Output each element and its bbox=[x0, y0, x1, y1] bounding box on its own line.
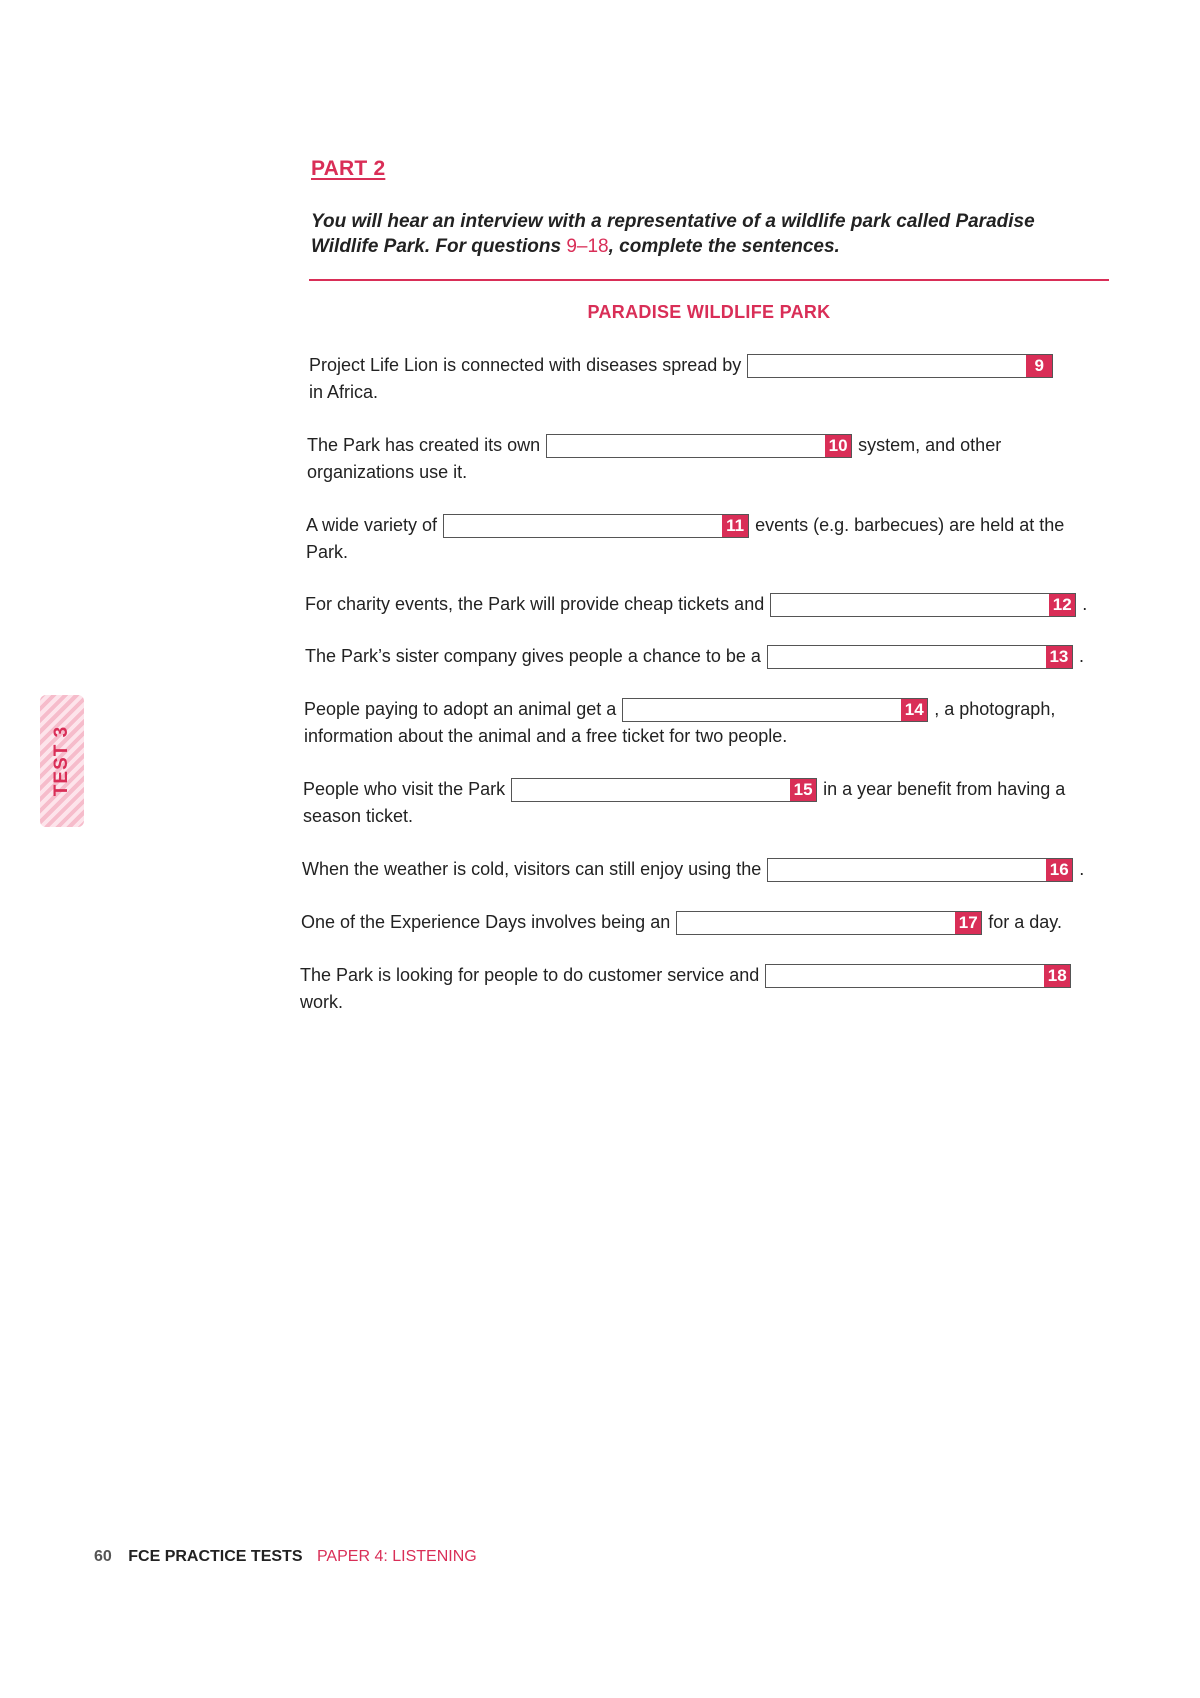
question-16-text: When the weather is cold, visitors can still enjoy using the bbox=[302, 859, 762, 879]
question-11-text-after: events (e.g. barbecues) are held at the bbox=[755, 515, 1065, 535]
question-17-text-after: for a day. bbox=[988, 912, 1062, 932]
question-12-text-after: . bbox=[1082, 594, 1088, 614]
question-number-10: 10 bbox=[825, 435, 851, 457]
answer-box-14[interactable] bbox=[622, 698, 928, 722]
answer-box-10[interactable] bbox=[546, 434, 852, 458]
question-12 bbox=[305, 591, 1087, 618]
task-instructions bbox=[311, 209, 1101, 259]
page-footer bbox=[94, 1548, 477, 1566]
question-15-continuation: season ticket. bbox=[303, 806, 414, 826]
footer-series-title: FCE PRACTICE TESTS bbox=[128, 1548, 303, 1565]
instructions-text-end: , complete the sentences. bbox=[608, 236, 840, 257]
question-15 bbox=[303, 776, 1065, 830]
question-12-text: For charity events, the Park will provide cheap tickets and bbox=[305, 594, 765, 614]
test-side-tab-label: TEST 3 bbox=[51, 725, 72, 797]
answer-box-13[interactable] bbox=[767, 645, 1073, 669]
question-10 bbox=[307, 432, 1001, 486]
question-number-18: 18 bbox=[1044, 965, 1070, 987]
question-15-text-after: in a year benefit from having a bbox=[823, 779, 1066, 799]
question-number-16: 16 bbox=[1046, 859, 1072, 881]
question-17 bbox=[301, 909, 1062, 936]
question-9 bbox=[309, 352, 1059, 406]
answer-box-12[interactable] bbox=[770, 593, 1076, 617]
question-14-text: People paying to adopt an animal get a bbox=[304, 699, 617, 719]
question-16-text-after: . bbox=[1079, 859, 1085, 879]
question-17-text: One of the Experience Days involves being an bbox=[301, 912, 671, 932]
section-title: PARADISE WILDLIFE PARK bbox=[587, 302, 831, 322]
answer-box-11[interactable] bbox=[443, 514, 749, 538]
instructions-text-start: You will hear an interview with a representative of a wildlife park called Paradise Wildlife Park. For questions bbox=[311, 211, 1035, 257]
question-14-text-after: , a photograph, bbox=[934, 699, 1056, 719]
question-18-text: The Park is looking for people to do customer service and bbox=[300, 965, 760, 985]
answer-box-17[interactable] bbox=[676, 911, 982, 935]
question-11-continuation: Park. bbox=[306, 542, 349, 562]
question-16 bbox=[302, 856, 1084, 883]
footer-paper-title: PAPER 4: LISTENING bbox=[316, 1548, 477, 1565]
question-number-17: 17 bbox=[955, 912, 981, 934]
question-10-text: The Park has created its own bbox=[307, 435, 541, 455]
question-13-text-after: . bbox=[1078, 646, 1084, 666]
question-10-continuation: organizations use it. bbox=[307, 462, 468, 482]
question-number-15: 15 bbox=[790, 779, 816, 801]
question-9-continuation: in Africa. bbox=[309, 382, 379, 402]
question-18 bbox=[300, 962, 1077, 1016]
part-heading: PART 2 bbox=[311, 157, 386, 180]
answer-box-16[interactable] bbox=[767, 858, 1073, 882]
answer-box-18[interactable] bbox=[765, 964, 1071, 988]
question-number-11: 11 bbox=[722, 515, 748, 537]
question-number-12: 12 bbox=[1049, 594, 1075, 616]
question-11-text: A wide variety of bbox=[306, 515, 438, 535]
question-14-continuation: information about the animal and a free ticket for two people. bbox=[304, 726, 788, 746]
question-9-text: Project Life Lion is connected with diseases spread by bbox=[309, 355, 742, 375]
question-number-14: 14 bbox=[901, 699, 927, 721]
question-number-13: 13 bbox=[1046, 646, 1072, 668]
page-number: 60 bbox=[94, 1548, 112, 1565]
question-14 bbox=[304, 696, 1055, 750]
divider-rule bbox=[309, 279, 1109, 281]
question-range: 9–18 bbox=[566, 236, 609, 257]
question-15-text: People who visit the Park bbox=[303, 779, 506, 799]
answer-box-9[interactable] bbox=[747, 354, 1053, 378]
question-number-9: 9 bbox=[1026, 355, 1052, 377]
question-10-text-after: system, and other bbox=[858, 435, 1002, 455]
question-11 bbox=[306, 512, 1064, 566]
test-side-tab bbox=[40, 695, 84, 827]
question-18-continuation: work. bbox=[300, 992, 344, 1012]
answer-box-15[interactable] bbox=[511, 778, 817, 802]
question-13-text: The Park’s sister company gives people a chance to be a bbox=[305, 646, 761, 666]
question-13 bbox=[305, 643, 1084, 670]
